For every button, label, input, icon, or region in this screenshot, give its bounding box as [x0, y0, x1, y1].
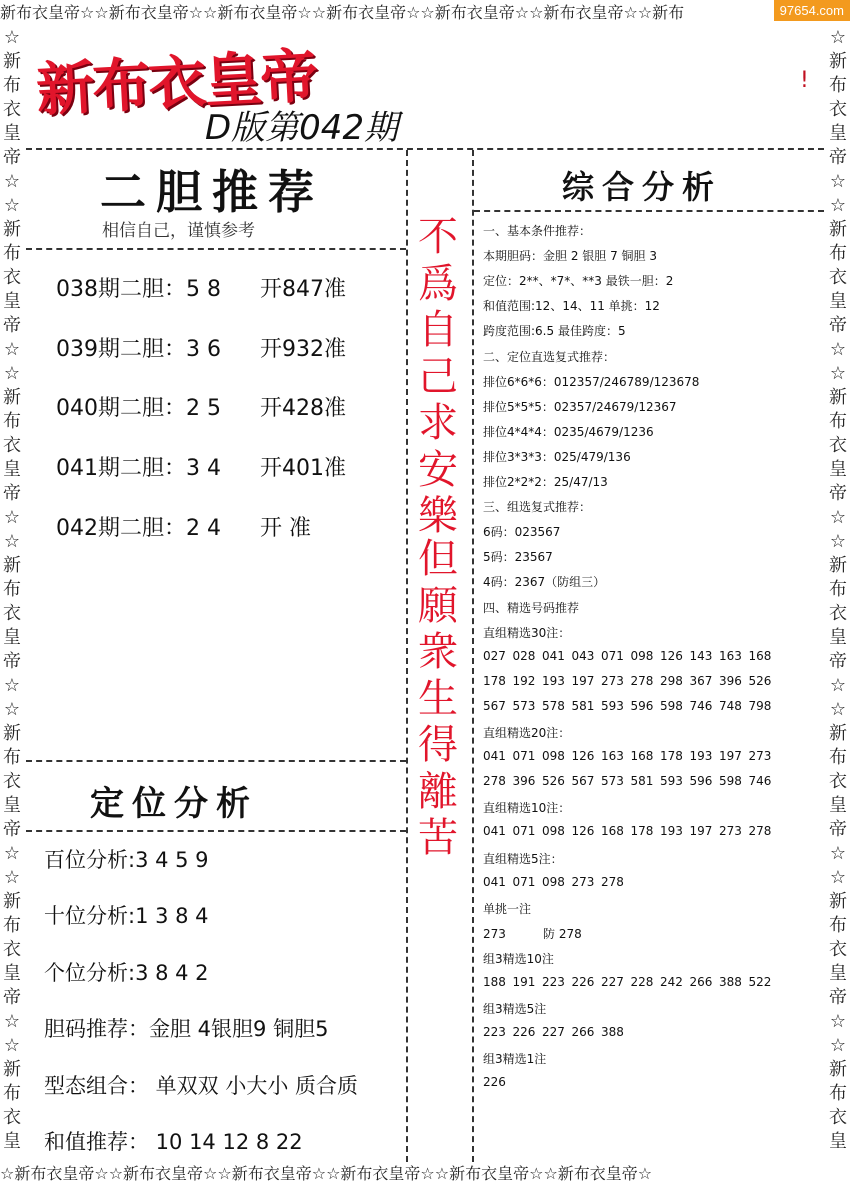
border-char: 衣	[829, 603, 847, 624]
bottom-border-band: ☆新布衣皇帝☆☆新布衣皇帝☆☆新布衣皇帝☆☆新布衣皇帝☆☆新布衣皇帝☆☆新布衣皇帝☆	[0, 1164, 653, 1183]
border-char: 帝	[829, 483, 847, 504]
border-char: ☆	[829, 339, 847, 360]
border-char: 皇	[3, 627, 21, 648]
sum-recommend-row: 和值推荐： 10 14 12 8 22	[44, 1130, 303, 1154]
border-char: 皇	[3, 459, 21, 480]
motto-char: 苦	[418, 815, 458, 861]
number-cell: 197	[719, 749, 742, 764]
border-char: ☆	[3, 171, 21, 192]
history-label: 042期二胆：2 4	[56, 516, 221, 541]
border-char: 皇	[3, 795, 21, 816]
zhi5-label: 直组精选5注：	[483, 851, 563, 866]
number-cell: 242	[660, 975, 683, 989]
number-cell: 273	[601, 673, 624, 688]
dan-recommend-row: 胆码推荐：金胆 4银胆9 铜胆5	[44, 1017, 329, 1041]
zu10-label: 组3精选10注	[483, 951, 554, 966]
number-cell: 178	[630, 824, 654, 839]
number-cell: 273	[483, 926, 506, 941]
border-char: ☆	[3, 675, 21, 696]
history-row	[56, 332, 346, 363]
border-char: 新	[829, 891, 847, 912]
border-char: 衣	[829, 267, 847, 288]
number-cell: 388	[719, 975, 742, 989]
border-char: 衣	[829, 771, 847, 792]
motto-char: 己	[418, 353, 458, 400]
number-cell: 567	[571, 774, 595, 789]
border-char: 布	[829, 75, 847, 96]
number-cell: 581	[571, 698, 595, 713]
border-char: ☆	[3, 843, 21, 864]
border-char: 新	[3, 555, 21, 576]
border-char: 新	[829, 555, 847, 576]
border-char: ☆	[3, 195, 21, 216]
number-cell: 593	[601, 698, 624, 713]
number-cell: 266	[689, 975, 713, 989]
border-char: 皇	[829, 627, 847, 648]
number-cell: 748	[719, 698, 742, 713]
motto-char: 爲	[418, 260, 458, 307]
border-char: 皇	[829, 1131, 847, 1152]
border-char: ☆	[3, 339, 21, 360]
zhi10-row	[483, 824, 778, 838]
number-cell: 028	[512, 648, 536, 663]
border-char: 皇	[3, 1131, 21, 1152]
border-char: 布	[829, 747, 847, 768]
analysis-line: 5码：23567	[483, 550, 553, 565]
border-char: ☆	[829, 867, 847, 888]
number-cell: 071	[601, 648, 624, 663]
border-char: 衣	[829, 99, 847, 120]
number-cell: 266	[571, 1025, 595, 1040]
number-cell: 598	[660, 698, 683, 713]
analysis-line: 和值范围:12、14、11 单挑：12	[483, 299, 660, 314]
border-char: 衣	[829, 939, 847, 960]
number-cell: 098	[542, 749, 565, 764]
number-cell: 388	[601, 1025, 624, 1040]
border-char: ☆	[829, 843, 847, 864]
analysis-line: 三、组选复式推荐：	[483, 500, 592, 515]
history-label: 041期二胆：3 4	[56, 456, 221, 481]
analysis-line: 跨度范围:6.5 最佳跨度：5	[483, 324, 626, 339]
number-cell: 278	[748, 824, 772, 839]
history-result: 开401准	[260, 456, 346, 481]
history-row	[56, 451, 346, 482]
number-cell: 192	[512, 673, 536, 688]
motto-char: 願	[418, 582, 458, 629]
number-cell: 226	[571, 975, 595, 989]
number-cell: 193	[542, 673, 565, 688]
border-char: 衣	[3, 99, 21, 120]
right-border-band	[826, 26, 850, 1161]
erdan-title: 二胆推荐	[100, 165, 324, 219]
analysis-line: 四、精选号码推荐	[483, 600, 580, 615]
number-cell: 746	[748, 774, 772, 789]
number-cell: 581	[630, 774, 654, 789]
border-char: 衣	[3, 267, 21, 288]
number-cell: 197	[689, 824, 713, 839]
border-char: ☆	[829, 507, 847, 528]
number-cell: 168	[630, 749, 654, 764]
top-border-band: 新布衣皇帝☆☆新布衣皇帝☆☆新布衣皇帝☆☆新布衣皇帝☆☆新布衣皇帝☆☆新布衣皇帝☆☆新布	[0, 3, 685, 22]
border-char: 布	[3, 747, 21, 768]
number-cell: 396	[512, 774, 536, 789]
number-cell: 593	[660, 774, 683, 789]
border-char: 帝	[3, 147, 21, 168]
history-row	[56, 511, 311, 542]
number-cell: 178	[660, 749, 683, 764]
border-char: 衣	[829, 1107, 847, 1128]
border-char: 新	[3, 51, 21, 72]
number-cell: 防 278	[543, 926, 582, 941]
dingwei-title: 定位分析	[90, 784, 258, 824]
number-cell: 098	[542, 824, 565, 839]
number-cell: 126	[660, 648, 683, 663]
border-char: 帝	[829, 147, 847, 168]
left-column-divider	[406, 150, 408, 1162]
number-cell: 567	[483, 698, 506, 713]
zhi20-row	[483, 774, 778, 788]
border-char: 帝	[3, 651, 21, 672]
number-cell: 746	[689, 698, 713, 713]
number-cell: 798	[748, 698, 772, 713]
border-char: ☆	[3, 1035, 21, 1056]
border-char: 帝	[829, 651, 847, 672]
history-label: 040期二胆：2 5	[56, 396, 221, 421]
border-char: 皇	[829, 459, 847, 480]
border-char: 新	[3, 219, 21, 240]
border-char: ☆	[829, 699, 847, 720]
number-cell: 043	[571, 648, 595, 663]
number-cell: 522	[748, 975, 772, 989]
motto-char: 自	[418, 307, 458, 353]
border-char: 新	[829, 219, 847, 240]
border-char: 布	[3, 915, 21, 936]
history-result: 开 准	[260, 516, 311, 541]
number-cell: 273	[571, 874, 595, 889]
number-cell: 126	[571, 749, 595, 764]
erdan-subtitle: 相信自己，谨慎参考	[102, 221, 255, 241]
analysis-line: 排位6*6*6：012357/246789/123678	[483, 374, 700, 389]
border-char: 帝	[829, 315, 847, 336]
border-char: 新	[829, 387, 847, 408]
right-column-divider	[472, 150, 474, 1162]
number-cell: 143	[689, 648, 713, 663]
border-char: ☆	[3, 363, 21, 384]
border-char: 帝	[3, 987, 21, 1008]
erdan-title-divider	[26, 248, 406, 250]
motto-char: 衆	[418, 629, 458, 675]
number-cell: 273	[748, 749, 772, 764]
analysis-line: 排位2*2*2：25/47/13	[483, 475, 608, 489]
number-cell: 396	[719, 673, 742, 688]
border-char: ☆	[3, 1011, 21, 1032]
analysis-line: 排位4*4*4：0235/4679/1236	[483, 424, 654, 439]
border-char: 布	[3, 75, 21, 96]
border-char: 新	[829, 51, 847, 72]
number-cell: 098	[630, 648, 654, 663]
analysis-line: 排位3*3*3：025/479/136	[483, 449, 631, 464]
border-char: ☆	[3, 507, 21, 528]
header-mark: !	[800, 68, 809, 93]
border-char: 帝	[829, 819, 847, 840]
history-row	[56, 272, 346, 303]
border-char: ☆	[3, 531, 21, 552]
border-char: 布	[829, 1083, 847, 1104]
left-border-band	[0, 26, 24, 1161]
border-char: 皇	[3, 123, 21, 144]
number-cell: 598	[719, 774, 742, 789]
border-char: 皇	[829, 123, 847, 144]
number-cell: 188	[483, 975, 506, 989]
border-char: 衣	[3, 939, 21, 960]
analysis-line: 4码：2367（防组三）	[483, 575, 606, 590]
number-cell: 191	[512, 975, 536, 989]
analysis-line: 6码：023567	[483, 525, 561, 540]
number-cell: 163	[719, 648, 742, 663]
zhi30-row	[483, 649, 778, 663]
analysis-line: 本期胆码：金胆 2 银胆 7 铜胆 3	[483, 249, 657, 264]
number-cell: 041	[542, 648, 565, 663]
number-cell: 278	[483, 774, 506, 789]
zu1-row	[483, 1075, 513, 1089]
motto-char: 生	[418, 675, 458, 722]
zhi30-row	[483, 699, 778, 713]
number-cell: 098	[542, 874, 565, 889]
history-result: 开428准	[260, 396, 346, 421]
number-cell: 278	[630, 673, 654, 688]
number-cell: 163	[601, 749, 624, 764]
border-char: 衣	[3, 603, 21, 624]
analysis-line: 排位5*5*5：02357/24679/12367	[483, 399, 677, 414]
history-row	[56, 391, 346, 422]
number-cell: 193	[689, 749, 713, 764]
number-cell: 027	[483, 648, 506, 663]
number-cell: 168	[748, 648, 772, 663]
dantiao-row	[483, 925, 582, 942]
motto-char: 離	[418, 768, 458, 815]
border-char: 皇	[829, 291, 847, 312]
border-char: 新	[3, 1059, 21, 1080]
zu1-label: 组3精选1注	[483, 1052, 547, 1067]
border-char: 布	[3, 579, 21, 600]
number-cell: 526	[748, 673, 772, 688]
border-char: 布	[3, 411, 21, 432]
number-cell: 226	[512, 1025, 536, 1040]
number-cell: 168	[601, 824, 624, 839]
border-char: 布	[829, 579, 847, 600]
number-cell: 596	[689, 774, 713, 789]
motto-char: 安	[418, 446, 458, 493]
motto-line-1	[418, 214, 458, 540]
zu10-row	[483, 975, 778, 989]
number-cell: 227	[542, 1025, 565, 1040]
border-char: 帝	[3, 819, 21, 840]
number-cell: 573	[601, 774, 624, 789]
brand-logo: 新布衣皇帝	[34, 41, 318, 125]
motto-line-2	[418, 536, 458, 862]
motto-char: 樂	[418, 493, 458, 539]
pattern-row: 型态组合： 单双双 小大小 质合质	[44, 1074, 359, 1098]
zonghe-title-divider	[474, 210, 824, 212]
motto-char: 得	[418, 722, 458, 768]
border-char: ☆	[829, 363, 847, 384]
border-char: 皇	[829, 795, 847, 816]
analysis-line: 直组精选30注：	[483, 625, 571, 640]
history-result: 开932准	[260, 337, 346, 362]
erdan-section-divider	[26, 760, 406, 762]
border-char: ☆	[829, 27, 847, 48]
header-divider	[26, 148, 824, 150]
zu5-label: 组3精选5注	[483, 1002, 547, 1017]
number-cell: 071	[512, 824, 536, 839]
border-char: 新	[3, 723, 21, 744]
number-cell: 298	[660, 673, 683, 688]
border-char: 布	[829, 411, 847, 432]
number-cell: 367	[689, 673, 713, 688]
analysis-line: 定位：2**、*7*、**3 最铁一胆：2	[483, 274, 674, 289]
number-cell: 226	[483, 1075, 506, 1090]
border-char: 新	[3, 387, 21, 408]
number-cell: 126	[571, 824, 595, 839]
edition-title: D版第042期	[205, 108, 399, 148]
border-char: ☆	[829, 171, 847, 192]
zhi20-label: 直组精选20注：	[483, 726, 571, 740]
border-char: 布	[3, 243, 21, 264]
dingwei-title-divider	[26, 830, 406, 832]
border-char: 皇	[829, 963, 847, 984]
border-char: 衣	[3, 1107, 21, 1128]
number-cell: 071	[512, 749, 536, 764]
motto-char: 不	[418, 214, 458, 260]
zhi10-label: 直组精选10注：	[483, 801, 571, 816]
zhi20-row	[483, 749, 778, 763]
dantiao-label: 单挑一注	[483, 901, 532, 916]
motto-char: 求	[418, 400, 458, 446]
number-cell: 041	[483, 749, 506, 764]
number-cell: 197	[571, 673, 595, 688]
number-cell: 193	[660, 824, 683, 839]
number-cell: 178	[483, 673, 506, 688]
zhi5-row	[483, 875, 631, 889]
position-row-hundreds: 百位分析:3 4 5 9	[44, 848, 209, 872]
border-char: 皇	[3, 291, 21, 312]
border-char: 新	[829, 723, 847, 744]
border-char: ☆	[829, 1011, 847, 1032]
number-cell: 526	[542, 774, 565, 789]
analysis-line: 二、定位直选复式推荐：	[483, 349, 616, 364]
number-cell: 223	[542, 975, 565, 989]
border-char: ☆	[829, 675, 847, 696]
zu5-row	[483, 1025, 631, 1039]
border-char: 帝	[3, 483, 21, 504]
analysis-line: 一、基本条件推荐：	[483, 224, 592, 238]
number-cell: 578	[542, 698, 565, 713]
history-label: 038期二胆：5 8	[56, 277, 221, 302]
number-cell: 573	[512, 698, 536, 713]
number-cell: 041	[483, 824, 506, 839]
border-char: ☆	[3, 27, 21, 48]
zonghe-title: 综合分析	[562, 168, 723, 206]
border-char: 布	[829, 243, 847, 264]
history-result: 开847准	[260, 277, 346, 302]
motto-char: 但	[418, 536, 458, 582]
border-char: 衣	[3, 771, 21, 792]
border-char: ☆	[829, 195, 847, 216]
number-cell: 273	[719, 824, 742, 839]
border-char: 新	[3, 891, 21, 912]
border-char: ☆	[829, 531, 847, 552]
history-label: 039期二胆：3 6	[56, 337, 221, 362]
border-char: ☆	[3, 699, 21, 720]
border-char: 帝	[3, 315, 21, 336]
number-cell: 041	[483, 874, 506, 889]
number-cell: 278	[601, 874, 624, 889]
number-cell: 227	[601, 975, 624, 989]
border-char: ☆	[3, 867, 21, 888]
border-char: 帝	[829, 987, 847, 1008]
position-row-units: 个位分析:3 8 4 2	[44, 961, 209, 985]
border-char: 衣	[829, 435, 847, 456]
border-char: 布	[829, 915, 847, 936]
site-watermark: 97654.com	[774, 0, 850, 21]
number-cell: 228	[630, 975, 654, 989]
border-char: 新	[829, 1059, 847, 1080]
border-char: 衣	[3, 435, 21, 456]
number-cell: 071	[512, 874, 536, 889]
number-cell: 596	[630, 698, 654, 713]
border-char: ☆	[829, 1035, 847, 1056]
border-char: 布	[3, 1083, 21, 1104]
number-cell: 223	[483, 1025, 506, 1040]
zhi30-row	[483, 674, 778, 688]
position-row-tens: 十位分析:1 3 8 4	[44, 904, 209, 928]
border-char: 皇	[3, 963, 21, 984]
